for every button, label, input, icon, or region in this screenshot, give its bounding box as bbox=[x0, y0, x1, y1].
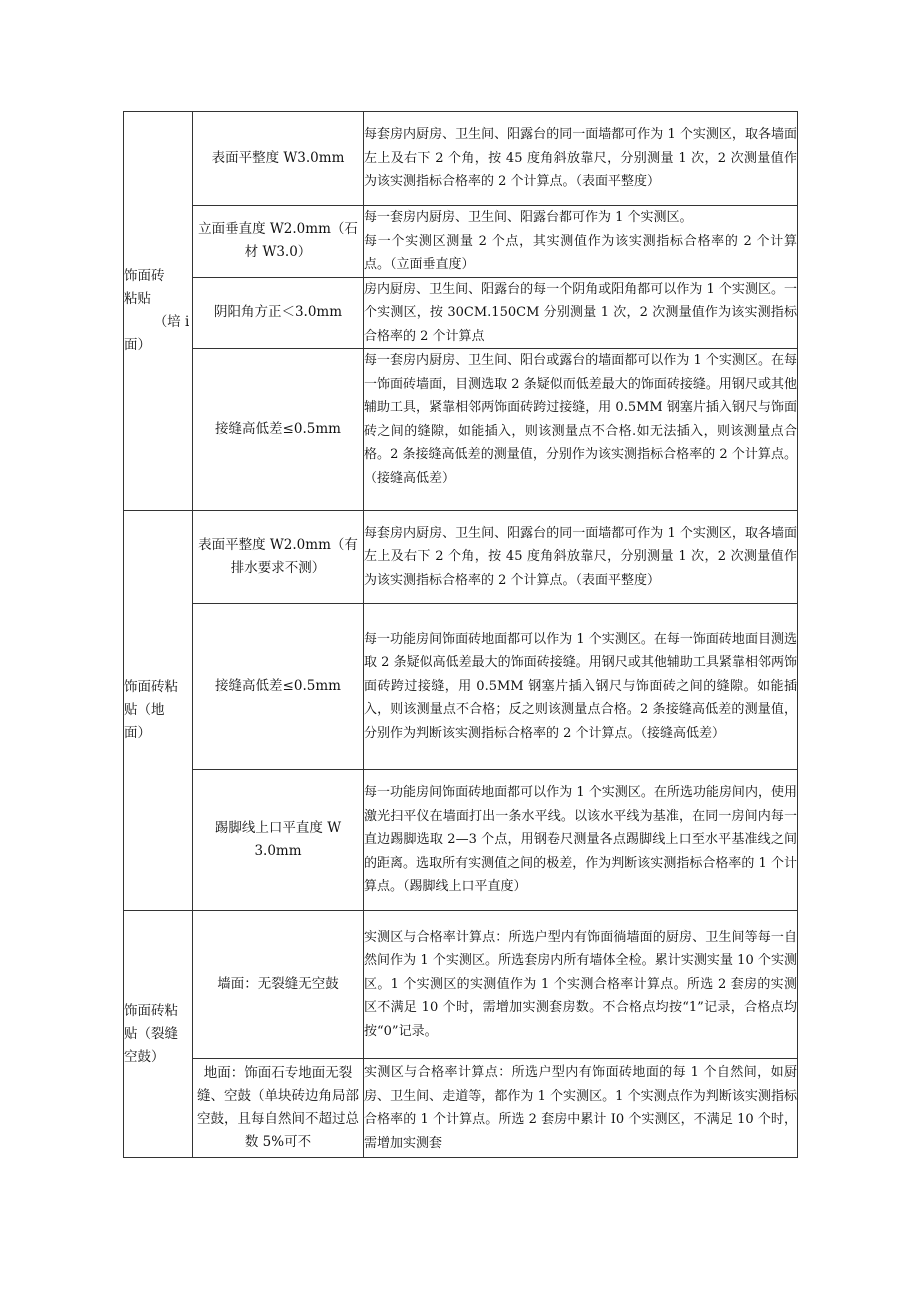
description-cell: 每一套房内厨房、卫生间、阳台或露台的墙面都可以作为 1 个实测区。在每一饰面砖墙面，目测选取 2 条疑似而低差最大的饰面砖接缝。用钢尺或其他辅助工具，紧靠相邻两饰面砖跨过接缝，用 0.5MM 钢塞片插入钢尺与饰面砖之间的缝隙，如能插入，则该测量点不合格.如无法插入，则该测量点合格。2 条接缝高低差的测量值，分别作为该实测指标合格率的 2 个计算点。（接缝高低差） bbox=[364, 349, 798, 511]
table-row bbox=[124, 277, 798, 349]
table-row bbox=[124, 511, 798, 604]
item-cell: 踢脚线上口平直度 W 3.0mm bbox=[193, 770, 364, 911]
category-cell: 饰面砖粘 贴（地 面） bbox=[124, 511, 193, 911]
inspection-spec-table bbox=[123, 111, 798, 1158]
table-row bbox=[124, 770, 798, 911]
description-cell: 每一套房内厨房、卫生间、阳露台都可作为 1 个实测区。 每一个实测区测量 2 个点，其实测值作为该实测指标合格率的 2 个计算点。（立面垂直度） bbox=[364, 206, 798, 278]
description-cell: 房内厨房、卫生间、阳露台的每一个阴角或阳角都可以作为 1 个实测区。一个实测区，按 30CM.150CM 分别测量 1 次，2 次测量值作为该实测指标合格率的 2 个计算点 bbox=[364, 277, 798, 349]
description-cell: 实测区与合格率计算点：所选户型内有饰面砖地面的每 1 个自然间，如厨房、卫生间、走道等，都作为 1 个实测区。1 个实测点作为判断该实测指标合格率的 1 个计算点。所选 2 套房中累计 I0 个实测区，不满足 10 个时，需增加实测套 bbox=[364, 1059, 798, 1158]
description-cell: 每套房内厨房、卫生间、阳露台的同一面墙都可作为 1 个实测区，取各墙面左上及右下 2 个角，按 45 度角斜放靠尺，分别测量 1 次，2 次测量值作为该实测指标合格率的 2 个计算点。（表面平整度） bbox=[364, 511, 798, 604]
item-cell: 地面：饰面石专地面无裂缝、空鼓（单块砖边角局部空鼓，且每自然间不超过总数 5%可不 bbox=[193, 1059, 364, 1158]
table-row bbox=[124, 349, 798, 511]
item-cell: 接缝高低差≤0.5mm bbox=[193, 349, 364, 511]
table-row bbox=[124, 1059, 798, 1158]
table-row bbox=[124, 604, 798, 770]
item-cell: 接缝高低差≤0.5mm bbox=[193, 604, 364, 770]
table-row bbox=[124, 911, 798, 1059]
description-cell: 每套房内厨房、卫生间、阳露台的同一面墙都可作为 1 个实测区，取各墙面左上及右下 2 个角，按 45 度角斜放靠尺，分别测量 1 次，2 次测量值作为该实测指标合格率的 2 个计算点。（表面平整度） bbox=[364, 112, 798, 206]
item-cell: 表面平整度 W3.0mm bbox=[193, 112, 364, 206]
item-cell: 阴阳角方正＜3.0mm bbox=[193, 277, 364, 349]
category-cell: 饰面砖粘 贴（裂缝 空鼓） bbox=[124, 911, 193, 1158]
table-row bbox=[124, 112, 798, 206]
item-cell: 立面垂直度 W2.0mm（石材 W3.0） bbox=[193, 206, 364, 278]
description-cell: 每一功能房间饰面砖地面都可以作为 1 个实测区。在所选功能房间内，使用激光扫平仪在墙面打出一条水平线。以该水平线为基准，在同一房间内每一直边踢脚选取 2—3 个点，用钢卷尺测量各点踢脚线上口至水平基准线之间的距离。选取所有实测值之间的极差，作为判断该实测指标合格率的 1 个计算点。（踢脚线上口平直度） bbox=[364, 770, 798, 911]
item-cell: 墙面：无裂缝无空鼓 bbox=[193, 911, 364, 1059]
category-cell: 饰面砖 粘贴 （培 i 面） bbox=[124, 112, 193, 511]
description-cell: 实测区与合格率计算点：所选户型内有饰面徜墙面的厨房、卫生间等每一自然间作为 1 个实测区。所选套房内所有墙体全检。累计实测实量 10 个实测区。1 个实测区的实测值作为 1 个实测合格率计算点。所选 2 套房的实测区不满足 10 个时，需增加实测套房数。不合格点均按“1”记录，合格点均按“0”记录。 bbox=[364, 911, 798, 1059]
description-cell: 每一功能房间饰面砖地面都可以作为 1 个实测区。在每一饰面砖地面目测选取 2 条疑似高低差最大的饰面砖接缝。用钢尺或其他辅助工具紧靠相邻两饰面砖跨过接缝，用 0.5MM 钢塞片插入钢尺与饰面砖之间的缝隙。如能插入，则该测量点不合格；反之则该测量点合格。2 条接缝高低差的测量值，分别作为判断该实测指标合格率的 2 个计算点。（接缝高低差） bbox=[364, 604, 798, 770]
table-row bbox=[124, 206, 798, 278]
item-cell: 表面平整度 W2.0mm（有排水要求不测） bbox=[193, 511, 364, 604]
